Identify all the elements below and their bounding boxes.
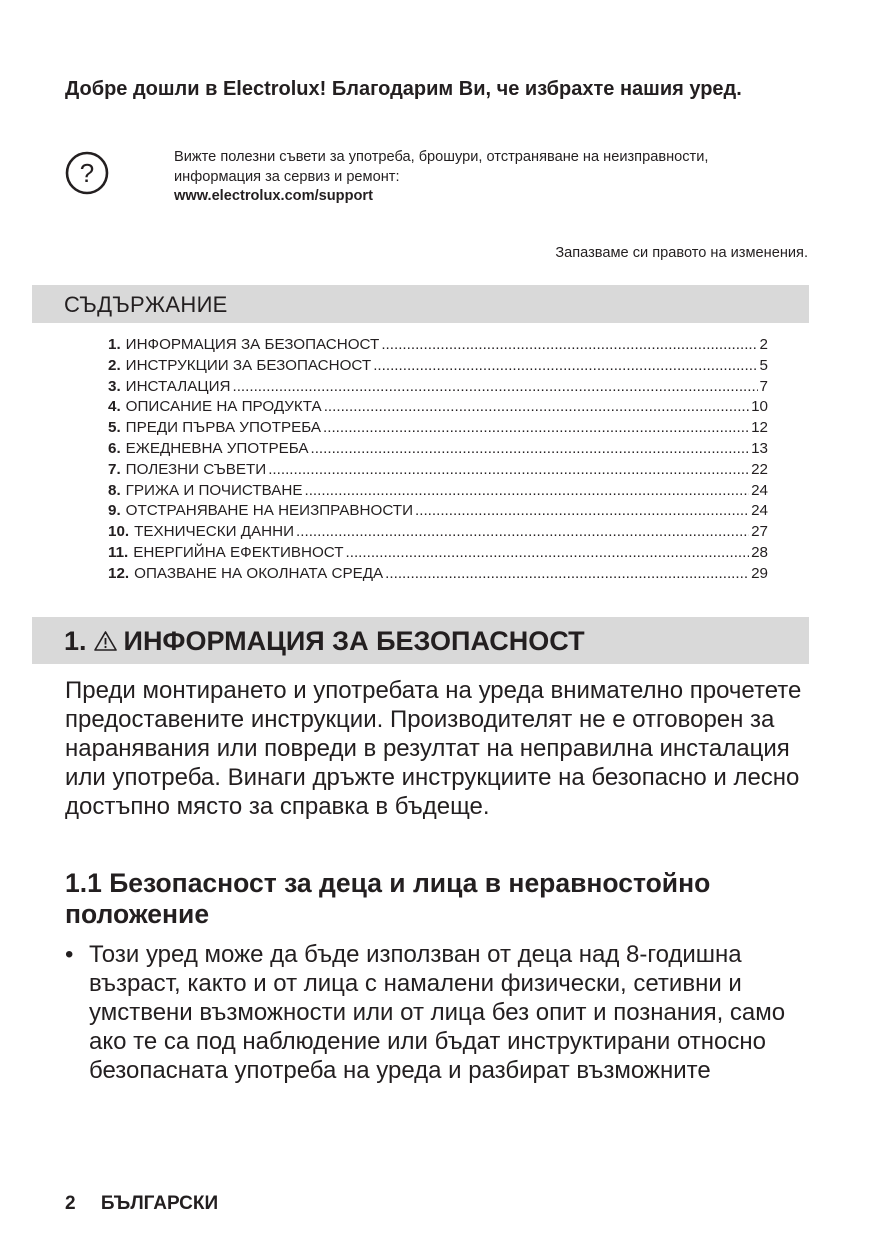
toc-item-page: 5: [759, 356, 768, 374]
toc-item-number: 11.: [108, 543, 129, 561]
toc-header-bar: [32, 285, 809, 323]
toc-item-title: ИНСТРУКЦИИ ЗА БЕЗОПАСНОСТ: [125, 356, 372, 374]
toc-item-title: ОПАЗВАНЕ НА ОКОЛНАТА СРЕДА: [134, 564, 384, 582]
toc-item-number: 4.: [108, 398, 121, 416]
toc-item-number: 9.: [108, 502, 121, 520]
toc-item-number: 2.: [108, 356, 121, 374]
toc-leader-dots: [304, 481, 749, 502]
toc-item-number: 10.: [108, 523, 130, 541]
toc-item[interactable]: [108, 418, 768, 439]
toc-item[interactable]: [108, 501, 768, 522]
safety-bullet-list: [65, 940, 810, 1085]
toc-leader-dots: [373, 356, 757, 377]
bullet-item: [65, 940, 810, 1085]
toc-item[interactable]: [108, 564, 768, 585]
section-heading: [64, 625, 585, 657]
support-info: [174, 148, 814, 207]
toc-leader-dots: [324, 397, 749, 418]
section-title: ИНФОРМАЦИЯ ЗА БЕЗОПАСНОСТ: [123, 626, 585, 656]
toc-item-page: 10: [751, 398, 768, 416]
warning-triangle-icon: [93, 630, 118, 652]
toc-item-page: 24: [751, 502, 768, 520]
table-of-contents: [108, 335, 768, 585]
support-link[interactable]: www.electrolux.com/support: [174, 188, 373, 204]
toc-leader-dots: [385, 564, 749, 585]
toc-item-number: 12.: [108, 564, 130, 582]
toc-item-page: 13: [751, 439, 768, 457]
toc-leader-dots: [415, 501, 749, 522]
toc-item[interactable]: [108, 481, 768, 502]
support-text-line1: Вижте полезни съвети за употреба, брошури, отстраняване на неизправности,: [174, 149, 709, 165]
toc-item[interactable]: [108, 377, 768, 398]
footer-language: БЪЛГАРСКИ: [100, 1193, 219, 1214]
toc-item-number: 3.: [108, 377, 121, 395]
toc-item[interactable]: [108, 439, 768, 460]
toc-item-page: 22: [751, 460, 768, 478]
toc-item[interactable]: [108, 397, 768, 418]
toc-item-page: 2: [759, 336, 768, 353]
question-circle-icon: [65, 151, 109, 195]
toc-item-title: ГРИЖА И ПОЧИСТВАНЕ: [125, 481, 303, 499]
toc-item-page: 28: [751, 543, 768, 561]
section-header-bar: [32, 617, 809, 664]
toc-item-title: ИНФОРМАЦИЯ ЗА БЕЗОПАСНОСТ: [125, 336, 380, 353]
welcome-heading: Добре дошли в Electrolux! Благодарим Ви, че избрахте нашия уред.: [65, 78, 742, 100]
subsection-heading: 1.1 Безопасност за деца и лица в неравностойно положение: [65, 868, 711, 929]
toc-leader-dots: [268, 460, 749, 481]
toc-item[interactable]: [108, 522, 768, 543]
toc-item-page: 27: [751, 523, 768, 541]
toc-item-title: ОПИСАНИЕ НА ПРОДУКТА: [125, 398, 322, 416]
toc-leader-dots: [323, 418, 749, 439]
section-number: 1.: [64, 626, 87, 656]
toc-item-title: ТЕХНИЧЕСКИ ДАННИ: [134, 523, 295, 541]
toc-item-number: 7.: [108, 460, 121, 478]
toc-item-title: ПРЕДИ ПЪРВА УПОТРЕБА: [125, 419, 321, 437]
toc-item[interactable]: [108, 335, 768, 356]
toc-item-page: 24: [751, 481, 768, 499]
toc-item-page: 29: [751, 564, 768, 582]
toc-leader-dots: [346, 543, 750, 564]
page-number: 2: [65, 1193, 76, 1214]
toc-item[interactable]: [108, 356, 768, 377]
intro-paragraph: Преди монтирането и употребата на уреда внимателно прочетете предоставените инструкции. Производителят не е отговорен за наранявания или повреди в резултат на неправилна инсталация или употреба. Винаги дръжте инструкциите на безопасно и лесно достъпно място за справка в бъдеще.: [65, 677, 802, 820]
toc-item-title: ОТСТРАНЯВАНЕ НА НЕИЗПРАВНОСТИ: [125, 502, 413, 520]
toc-item-number: 8.: [108, 481, 121, 499]
toc-item-title: ПОЛЕЗНИ СЪВЕТИ: [125, 460, 267, 478]
support-text-line2: информация за сервиз и ремонт:: [174, 168, 400, 185]
svg-text:?: ?: [79, 158, 95, 188]
bullet-dot-icon: •: [65, 941, 74, 968]
toc-item-number: 1.: [108, 336, 121, 353]
toc-item-page: 7: [759, 377, 768, 395]
toc-item[interactable]: [108, 543, 768, 564]
bullet-text: Този уред може да бъде използван от деца над 8-годишна възраст, както и от лица с намалени физически, сетивни и умствени възможности или от лица без опит и познания, само ако те са под наблюдение или бъдат инструктирани относно безопасната употреба на уреда и разбират възможните: [89, 941, 786, 1084]
page-footer: [65, 1192, 218, 1216]
toc-item-title: ЕЖЕДНЕВНА УПОТРЕБА: [125, 439, 309, 457]
toc-leader-dots: [296, 522, 749, 543]
toc-item-title: ЕНЕРГИЙНА ЕФЕКТИВНОСТ: [133, 543, 344, 561]
rights-note: Запазваме си правото на изменения.: [555, 245, 808, 261]
toc-leader-dots: [381, 335, 757, 356]
toc-title: СЪДЪРЖАНИЕ: [64, 292, 228, 317]
toc-leader-dots: [310, 439, 749, 460]
toc-item-number: 6.: [108, 439, 121, 457]
toc-item-title: ИНСТАЛАЦИЯ: [125, 377, 231, 395]
toc-item[interactable]: [108, 460, 768, 481]
toc-item-page: 12: [751, 419, 768, 437]
toc-leader-dots: [232, 377, 757, 398]
toc-item-number: 5.: [108, 419, 121, 437]
